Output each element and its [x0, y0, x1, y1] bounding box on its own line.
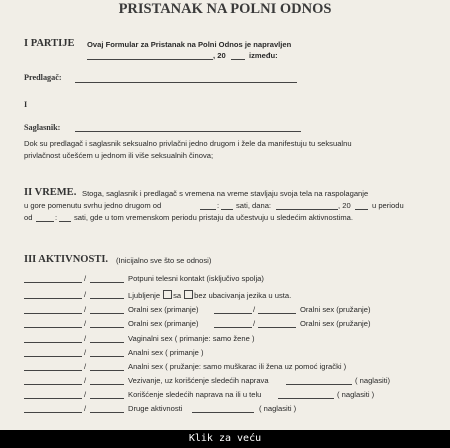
activity-label: Ljubljenje — [128, 291, 161, 300]
year-blank — [231, 59, 245, 60]
activity-text: Vezivanje, uz korišćenje sledećih naprava — [128, 376, 269, 385]
slash: / — [84, 404, 87, 413]
initial-blank-left — [24, 342, 82, 343]
activity-text-2: Oralni sex (pružanje) — [300, 305, 371, 314]
time-text-line2a: u gore pomenutu svrhu jedno drugom od — [24, 201, 162, 210]
slash: / — [253, 319, 256, 328]
predlagac-label: Predlagač: — [24, 73, 62, 82]
day-blank — [276, 209, 338, 210]
saglasnik-label: Saglasnik: — [24, 123, 61, 132]
device-blank — [278, 398, 334, 399]
option-without: bez ubacivanja jezika u usta. — [194, 291, 292, 300]
activity-text: Potpuni telesni kontakt (isključivo spolja) — [128, 274, 264, 283]
initial-blank-right — [258, 327, 296, 328]
initial-blank-right — [90, 370, 124, 371]
and-label: I — [24, 100, 28, 109]
emphasize-note: ( naglasiti ) — [337, 390, 375, 399]
parties-paragraph-line1: Dok su predlagač i saglasnik seksualno privlačni jedno drugom i žele da manifestuju tu seksualnu — [24, 139, 352, 148]
initial-blank-right — [90, 313, 124, 314]
enlarge-link[interactable]: Klik za veću — [0, 430, 450, 448]
initial-blank-left — [24, 412, 82, 413]
initial-blank-right — [90, 412, 124, 413]
slash: / — [84, 390, 87, 399]
initial-blank-right — [90, 327, 124, 328]
slash: / — [84, 290, 87, 299]
initial-blank-left — [24, 370, 82, 371]
activity-text: Analni sex ( pružanje: samo muškarac ili žena uz pomoć igrački ) — [128, 362, 347, 371]
slash: / — [84, 305, 87, 314]
time-year-prefix: , 20 — [338, 201, 351, 210]
initial-blank-left — [24, 398, 82, 399]
to-hour-colon: : — [55, 213, 58, 222]
initial-blank-right — [90, 356, 124, 357]
emphasize-note: ( naglasiti) — [355, 376, 391, 385]
initial-blank-left — [24, 356, 82, 357]
year-prefix: , 20 — [213, 51, 226, 60]
to-minute-blank — [59, 221, 71, 222]
predlagac-blank — [75, 82, 297, 83]
initial-blank-left — [24, 313, 82, 314]
slash: / — [84, 334, 87, 343]
slash: / — [84, 348, 87, 357]
slash: / — [84, 376, 87, 385]
to-hour-blank — [36, 221, 54, 222]
option-with: sa — [173, 291, 182, 300]
activities-note: (Inicijalno sve što se odnosi) — [116, 256, 212, 265]
izmedju-text: između: — [249, 51, 278, 60]
document-title: PRISTANAK NA POLNI ODNOS — [118, 1, 332, 17]
slash: / — [253, 305, 256, 314]
saglasnik-blank — [75, 131, 301, 132]
section-time-heading: II VREME. — [24, 187, 77, 198]
activity-text: Vaginalni sex ( primanje: samo žene ) — [128, 334, 255, 343]
checkbox — [163, 290, 172, 299]
from-minute-blank — [221, 209, 233, 210]
time-text-line2b: sati, dana: — [236, 201, 272, 210]
emphasize-note: ( naglasiti ) — [259, 404, 297, 413]
checkbox — [184, 290, 193, 299]
initial-blank-left — [24, 282, 82, 283]
initial-blank-right — [90, 342, 124, 343]
initial-blank-left — [214, 327, 252, 328]
from-hour-blank — [200, 209, 216, 210]
activity-text: Oralni sex (primanje) — [128, 319, 199, 328]
initial-blank-left — [24, 298, 82, 299]
time-text-line3b: sati, gde u tom vremenskom periodu pristaju da učestvuju u sledećim aktivnostima. — [74, 213, 353, 222]
time-year-blank — [355, 209, 368, 210]
initial-blank-right — [90, 384, 124, 385]
initial-blank-left — [214, 313, 252, 314]
intro-text: Ovaj Formular za Pristanak na Polni Odnos je napravljen — [87, 40, 292, 49]
slash: / — [84, 362, 87, 371]
activity-text-2: Oralni sex (pružanje) — [300, 319, 371, 328]
section-parties-heading: I PARTIJE — [24, 38, 75, 49]
from-hour-colon: : — [217, 201, 220, 210]
initial-blank-right — [258, 313, 296, 314]
parties-paragraph-line2: privlačnost učešćem u jednom ili više seksualnih činova; — [24, 151, 214, 160]
initial-blank-right — [90, 282, 124, 283]
slash: / — [84, 319, 87, 328]
initial-blank-left — [24, 384, 82, 385]
slash: / — [84, 274, 87, 283]
date-blank — [87, 59, 213, 60]
activity-text: Oralni sex (primanje) — [128, 305, 199, 314]
initial-blank-right — [90, 398, 124, 399]
time-text-line2d: u periodu — [372, 201, 404, 210]
activity-text: Korišćenje sledećih naprava na ili u telu — [128, 390, 262, 399]
initial-blank-left — [24, 327, 82, 328]
time-text-line1: Stoga, saglasnik i predlagač s vremena na vreme stavljaju svoja tela na raspolaganje — [82, 189, 369, 198]
device-blank — [286, 384, 352, 385]
activity-text: Analni sex ( primanje ) — [128, 348, 204, 357]
initial-blank-right — [90, 298, 124, 299]
section-activities-heading: III AKTIVNOSTI. — [24, 254, 109, 265]
time-text-line3a: od — [24, 213, 33, 222]
other-activity-blank — [192, 412, 254, 413]
activity-text: Druge aktivnosti — [128, 404, 183, 413]
activity-text — [128, 290, 291, 300]
